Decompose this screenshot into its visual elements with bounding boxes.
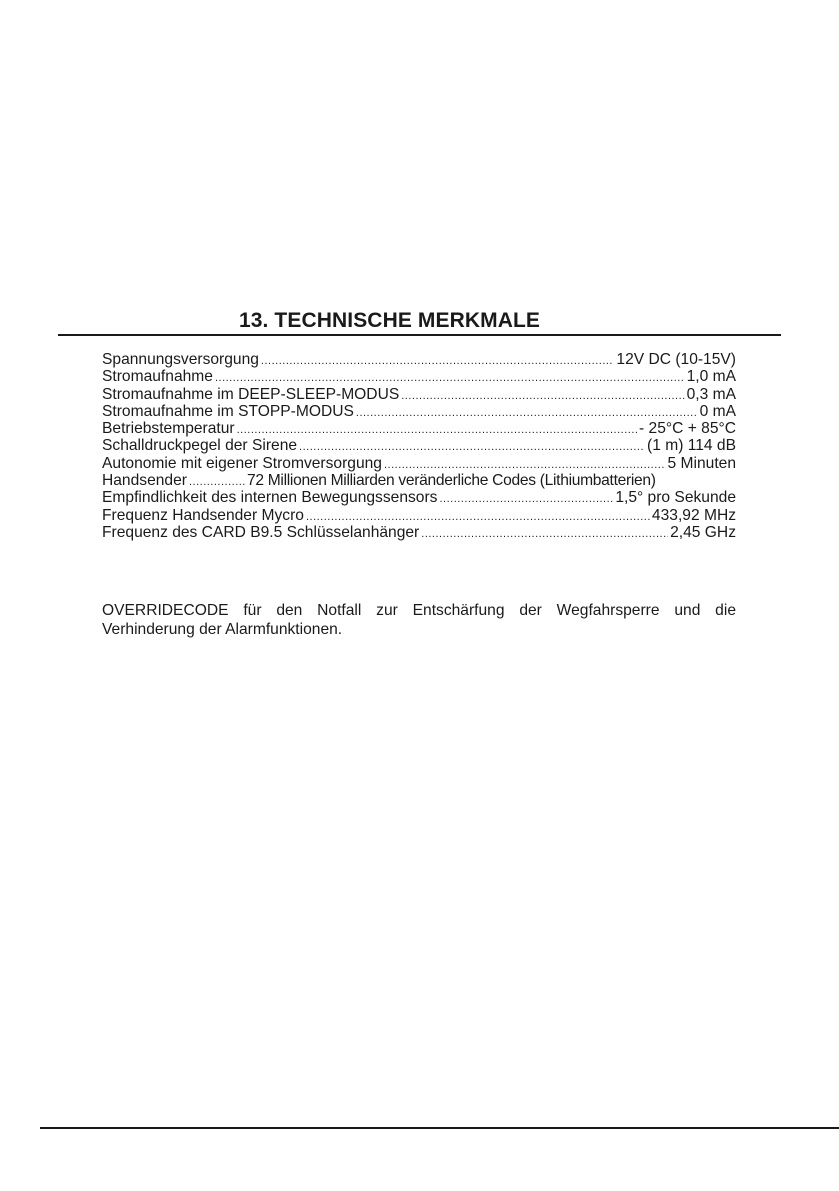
spec-value: 433,92 MHz bbox=[651, 506, 736, 524]
heading-divider bbox=[58, 334, 781, 336]
dot-leader bbox=[439, 491, 613, 508]
spec-label: Stromaufnahme im DEEP-SLEEP-MODUS bbox=[102, 385, 400, 403]
spec-label: Betriebstemperatur bbox=[102, 420, 235, 438]
spec-row bbox=[102, 489, 736, 506]
spec-row bbox=[102, 507, 736, 524]
spec-value: 5 Minuten bbox=[667, 454, 736, 472]
section-title: 13. TECHNISCHE MERKMALE bbox=[239, 309, 540, 332]
spec-row bbox=[102, 368, 736, 385]
spec-row bbox=[102, 524, 736, 541]
dot-leader bbox=[401, 388, 684, 405]
spec-row bbox=[102, 420, 736, 437]
spec-value: 1,0 mA bbox=[686, 368, 736, 386]
spec-value: - 25°C + 85°C bbox=[639, 420, 736, 438]
spec-value: (1 m) 114 dB bbox=[647, 437, 736, 455]
dot-leader bbox=[261, 353, 614, 370]
spec-value: 1,5° pro Sekunde bbox=[615, 489, 736, 507]
spec-label: Handsender bbox=[102, 472, 187, 490]
override-note: OVERRIDECODE für den Notfall zur Entschärfung der Wegfahrsperre und die Verhinderung der Alarmfunktionen. bbox=[102, 602, 736, 638]
spec-label: Schalldruckpegel der Sirene bbox=[102, 437, 298, 455]
spec-value: 0 mA bbox=[699, 402, 736, 420]
spec-row bbox=[102, 403, 736, 420]
dot-leader bbox=[421, 526, 668, 543]
spec-row bbox=[102, 351, 736, 368]
spec-row bbox=[102, 437, 736, 454]
spec-row bbox=[102, 472, 736, 489]
spec-value: 0,3 mA bbox=[686, 385, 736, 403]
footer-divider bbox=[40, 1127, 839, 1129]
spec-list bbox=[102, 351, 736, 541]
spec-row bbox=[102, 455, 736, 472]
spec-row bbox=[102, 386, 736, 403]
spec-label: Stromaufnahme bbox=[102, 368, 213, 386]
spec-label: Empfindlichkeit des internen Bewegungssensors bbox=[102, 489, 438, 507]
spec-label: Stromaufnahme im STOPP-MODUS bbox=[102, 402, 354, 420]
spec-value: 12V DC (10-15V) bbox=[616, 351, 736, 368]
spec-value: 2,45 GHz bbox=[670, 523, 736, 541]
spec-label: Spannungsversorgung bbox=[102, 351, 259, 368]
spec-value: 72 Millionen Milliarden veränderliche Codes (Lithiumbatterien) bbox=[246, 472, 656, 490]
spec-label: Frequenz Handsender Mycro bbox=[102, 506, 304, 524]
spec-label: Frequenz des CARD B9.5 Schlüsselanhänger bbox=[102, 523, 420, 541]
spec-label: Autonomie mit eigener Stromversorgung bbox=[102, 454, 382, 472]
